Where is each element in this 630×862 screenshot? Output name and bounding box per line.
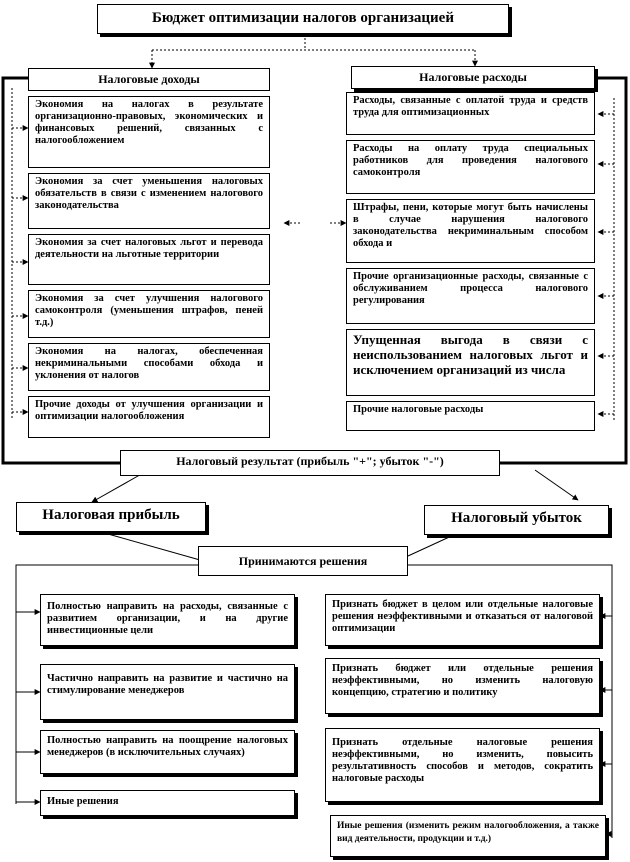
income-item: Экономия за счет улучшения налогового самоконтроля (уменьшения штрафов, пеней т.д.) (28, 290, 270, 338)
income-item: Экономия на налогах в результате организационно-правовых, экономических и финансовых решений, связанных с налогообложением (28, 96, 270, 168)
left-decision: Полностью направить на расходы, связанные с развитием организации, и на другие инвестиционные цели (40, 594, 295, 646)
income-header: Налоговые доходы (28, 68, 270, 91)
income-item: Экономия за счет уменьшения налоговых обязательств в связи с изменением налогового законодательства (28, 173, 270, 229)
expense-item: Прочие организационные расходы, связанные с обслуживанием процесса налогового регулирования (346, 268, 595, 324)
decisions-header: Принимаются решения (198, 546, 408, 576)
left-decision: Полностью направить на поощрение налоговых менеджеров (в исключительных случаях) (40, 730, 295, 774)
expense-item: Штрафы, пени, которые могут быть начислены в случае нарушения налогового законодательства некриминальным способом обхода и (346, 199, 595, 263)
tax-loss: Налоговый убыток (424, 505, 609, 535)
expense-item: Упущенная выгода в связи с неиспользованием налоговых льгот и исключением организаций из числа (346, 329, 595, 396)
income-item: Экономия на налогах, обеспеченная некриминальными способами обхода и уклонения от налогов (28, 343, 270, 391)
tax-profit: Налоговая прибыль (16, 502, 206, 532)
expenses-header: Налоговые расходы (351, 66, 595, 89)
expense-item: Расходы, связанные с оплатой труда и средств труда для оптимизационных (346, 92, 595, 135)
right-decision: Признать отдельные налоговые решения неэффективными, но изменить, повысить результативность способов и методов, сократить налоговые расходы (325, 728, 600, 802)
left-decision: Иные решения (40, 790, 295, 816)
expense-item: Расходы на оплату труда специальных работников для проведения налогового самоконтроля (346, 140, 595, 194)
right-decision: Признать бюджет в целом или отдельные налоговые решения неэффективными и отказаться от налоговой оптимизации (325, 594, 600, 646)
expense-item: Прочие налоговые расходы (346, 401, 595, 431)
income-item: Экономия за счет налоговых льгот и перевода деятельности на льготные территории (28, 234, 270, 285)
right-decision: Признать бюджет или отдельные решения неэффективными, но изменить налоговую концепцию, стратегию и политику (325, 658, 600, 714)
page-title: Бюджет оптимизации налогов организацией (97, 4, 509, 34)
income-item: Прочие доходы от улучшения организации и оптимизации налогообложения (28, 396, 270, 438)
left-decision: Частично направить на развитие и частично на стимулирование менеджеров (40, 664, 295, 720)
right-decision: Иные решения (изменить режим налогообложения, а также вид деятельности, продукции и т.д.) (330, 815, 606, 857)
tax-result: Налоговый результат (прибыль "+"; убыток "-") (120, 450, 500, 476)
